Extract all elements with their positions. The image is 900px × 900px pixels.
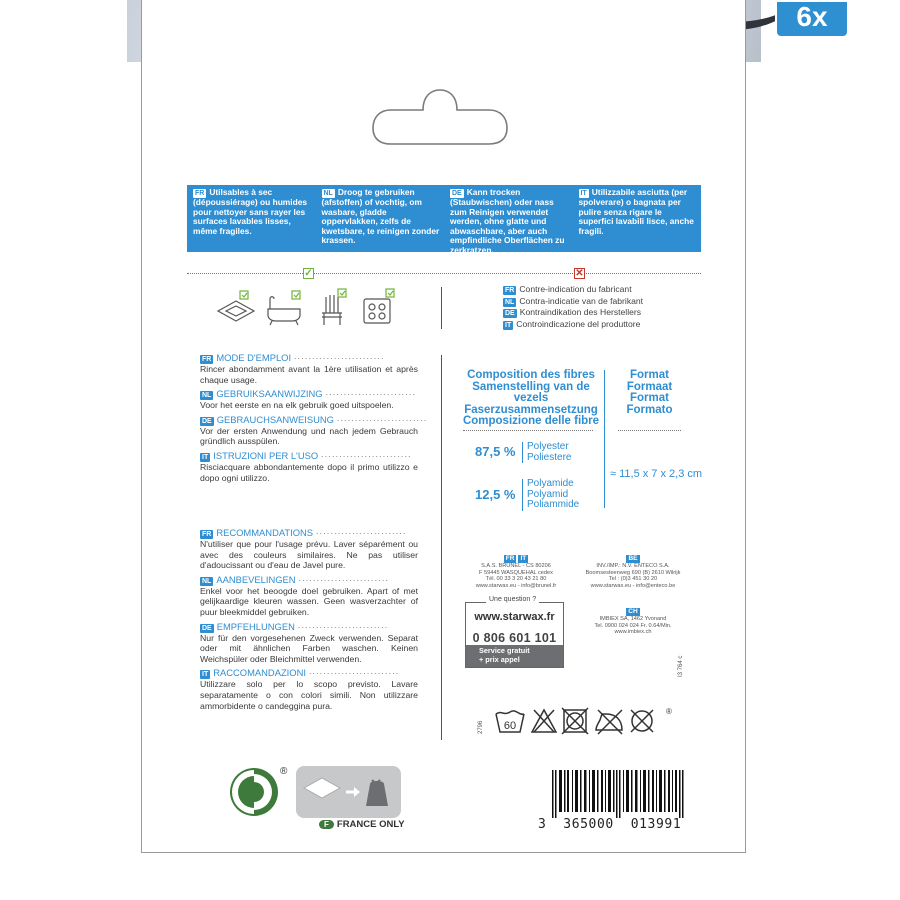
quantity-badge: 6x (775, 0, 849, 38)
instructions-body-fr: Rincer abondamment avant la 1ère utilisation et après chaque usage. (200, 364, 418, 385)
registered-mark: ® (666, 707, 672, 716)
usage-nl: NL Droog te gebruiken (afstoffen) of vochtig, om wasbare, gladde oppervlakken, zelfs de kwetsbare, te reinigen zonder krassen. (321, 187, 440, 246)
format-dimensions: ≈ 11,5 x 7 x 2,3 cm (610, 468, 703, 480)
usage-it: IT Utilizzabile asciutta (per spolverare) o bagnata per pulire senza rigare le superfici lavabili lisce, anche fragili. (578, 187, 694, 236)
svg-text:®: ® (280, 766, 288, 777)
recommendations-heading-nl: NL AANBEVELINGEN ························· (202, 573, 389, 585)
contra-indication-list (503, 284, 643, 330)
divider-dotted (187, 273, 701, 274)
hob-icon (364, 289, 394, 323)
no-bleach-icon (532, 710, 556, 732)
composition-title: Composition des fibres Samenstelling van de vezels Faserzusammensetzung Composizione delle fibre (462, 369, 600, 427)
recommendations-section (200, 527, 418, 714)
sink-icon (218, 291, 254, 321)
instructions-body-nl: Voor het eerste en na elk gebruik goed uitspoelen. (200, 400, 394, 411)
contact-fr-it: FR IT S.A.S. BRUNEL - CS 80206 F 59445 WASQUEHAL cedex Tél. 00 33 3 20 43 21 80 www.starwax.eu - info@brunel.fr (475, 555, 557, 589)
instructions-heading-nl: NL GEBRUIKSAANWIJZING ························· (202, 388, 416, 400)
side-code: I3 764 c (678, 655, 684, 677)
usage-fr: FR Utilsables à sec (dépoussiérage) ou humides pour nettoyer sans rayer les surfaces lavables lisses, même fragiles. (193, 187, 308, 236)
fiber-names-polyester: Polyester Poliestere (522, 442, 571, 463)
barcode-number: 3 365000 013991 (538, 817, 682, 832)
usage-de: DE Kann trocken (Staubwischen) oder nass zum Reinigen verwendet werden, ohne glatte und abwaschbare, aber auch empfindliche Oberflächen zu zerkratzen. (450, 187, 565, 255)
suitable-surfaces-icons (214, 289, 404, 329)
no-dry-clean-icon (631, 710, 653, 732)
garden-chair-icon (322, 289, 346, 325)
wash-60-icon (496, 711, 524, 732)
recommendations-heading-de: DE EMPFEHLUNGEN ························· (202, 620, 389, 632)
fiber-percent-polyester: 87,5 % (475, 444, 516, 459)
instructions-section (200, 352, 428, 486)
bathtub-icon (268, 291, 300, 325)
hotline-box (465, 596, 564, 668)
contra-nl: NL Contra-indicatie van de fabrikant (505, 295, 644, 306)
composition-underline (463, 430, 593, 431)
hang-hole (371, 88, 509, 146)
contact-ch: CH IMBIEX SA, 1462 Yvonand Tel. 0900 024 024 Fr. 0.64/Min. www.imbiex.ch (594, 608, 672, 636)
instructions-heading-it: IT ISTRUZIONI PER L'USO ························· (202, 449, 412, 461)
hotline-phone: 0 806 601 101 (472, 631, 557, 645)
instructions-heading-de: DE GEBRAUCHSANWEISUNG ························· (202, 413, 428, 425)
contra-fr: FR Contre-indication du fabricant (505, 284, 632, 294)
cross-icon: ✕ (575, 268, 584, 279)
instructions-heading-fr: FR MODE D'EMPLOI ························· (202, 352, 385, 363)
no-iron-icon (596, 710, 622, 734)
column-divider (441, 355, 442, 740)
instructions-body-it: Risciacquare abbondantemente dopo il primo utilizzo e dopo ogni utilizzo. (200, 461, 418, 483)
recommendations-heading-fr: FR RECOMMANDATIONS ························· (202, 527, 407, 538)
care-symbols (494, 706, 674, 736)
fiber-names-polyamide: Polyamide Polyamid Poliammide (522, 479, 579, 511)
barcode (552, 770, 684, 818)
recommendations-body-de: Nur für den vorgesehenen Zweck verwenden. Separat oder mit ähnlichen Farben waschen. Keinen Weichspüler oder Bleichmittel verwenden. (200, 632, 418, 664)
usage-band (187, 185, 701, 255)
format-title: Format Formaat Format Formato (626, 369, 673, 416)
hotline-website: www.starwax.fr (474, 611, 555, 623)
recycling-info-icon (296, 766, 401, 818)
hotline-question: Une question ? (486, 596, 539, 603)
recommendations-body-it: Utilizzare solo per lo scopo previsto. Lavare separatamente o con colori simili. Non utilizzare ammorbidente o candeggina pura. (200, 679, 418, 711)
recommendations-body-fr: N'utiliser que pour l'usage prévu. Laver séparément ou avec des couleurs similaires. Ne pas utiliser d'adoucissant ou d'eau de Javel pure. (200, 539, 418, 571)
contra-de: DE Kontraindikation des Herstellers (505, 307, 642, 317)
svg-text:60: 60 (503, 720, 517, 732)
green-dot-logo (226, 762, 294, 822)
instructions-body-de: Vor der ersten Anwendung und nach jedem Gebrauch gründlich ausspülen. (200, 425, 418, 447)
composition-divider (604, 370, 605, 508)
care-code: 2796 (478, 720, 484, 734)
recommendations-body-nl: Enkel voor het beoogde doel gebruiken. Apart of met gelijkaardige kleuren wassen. Geen wasverzachter of puur bleekmiddel gebruiken. (200, 585, 418, 617)
contra-it: IT Controindicazione del produttore (505, 318, 641, 329)
recommendations-heading-it: IT RACCOMANDAZIONI ························· (202, 667, 400, 679)
hotline-service: Service gratuit + prix appel (466, 645, 563, 667)
column-divider (441, 287, 442, 329)
contact-be: BE INV./IMP.: N.V. ENTECO S.A. Boomsesteenweg 690 (B) 2610 Wilrijk Tel : (0)3 451 30 20 www.starwax.eu - info@enteco.be (585, 555, 681, 589)
format-underline (618, 430, 681, 431)
check-icon: ✓ (304, 268, 313, 279)
fiber-percent-polyamide: 12,5 % (475, 487, 516, 502)
recycling-label: F FRANCE ONLY (319, 819, 405, 830)
no-tumble-dry-icon (562, 708, 588, 734)
